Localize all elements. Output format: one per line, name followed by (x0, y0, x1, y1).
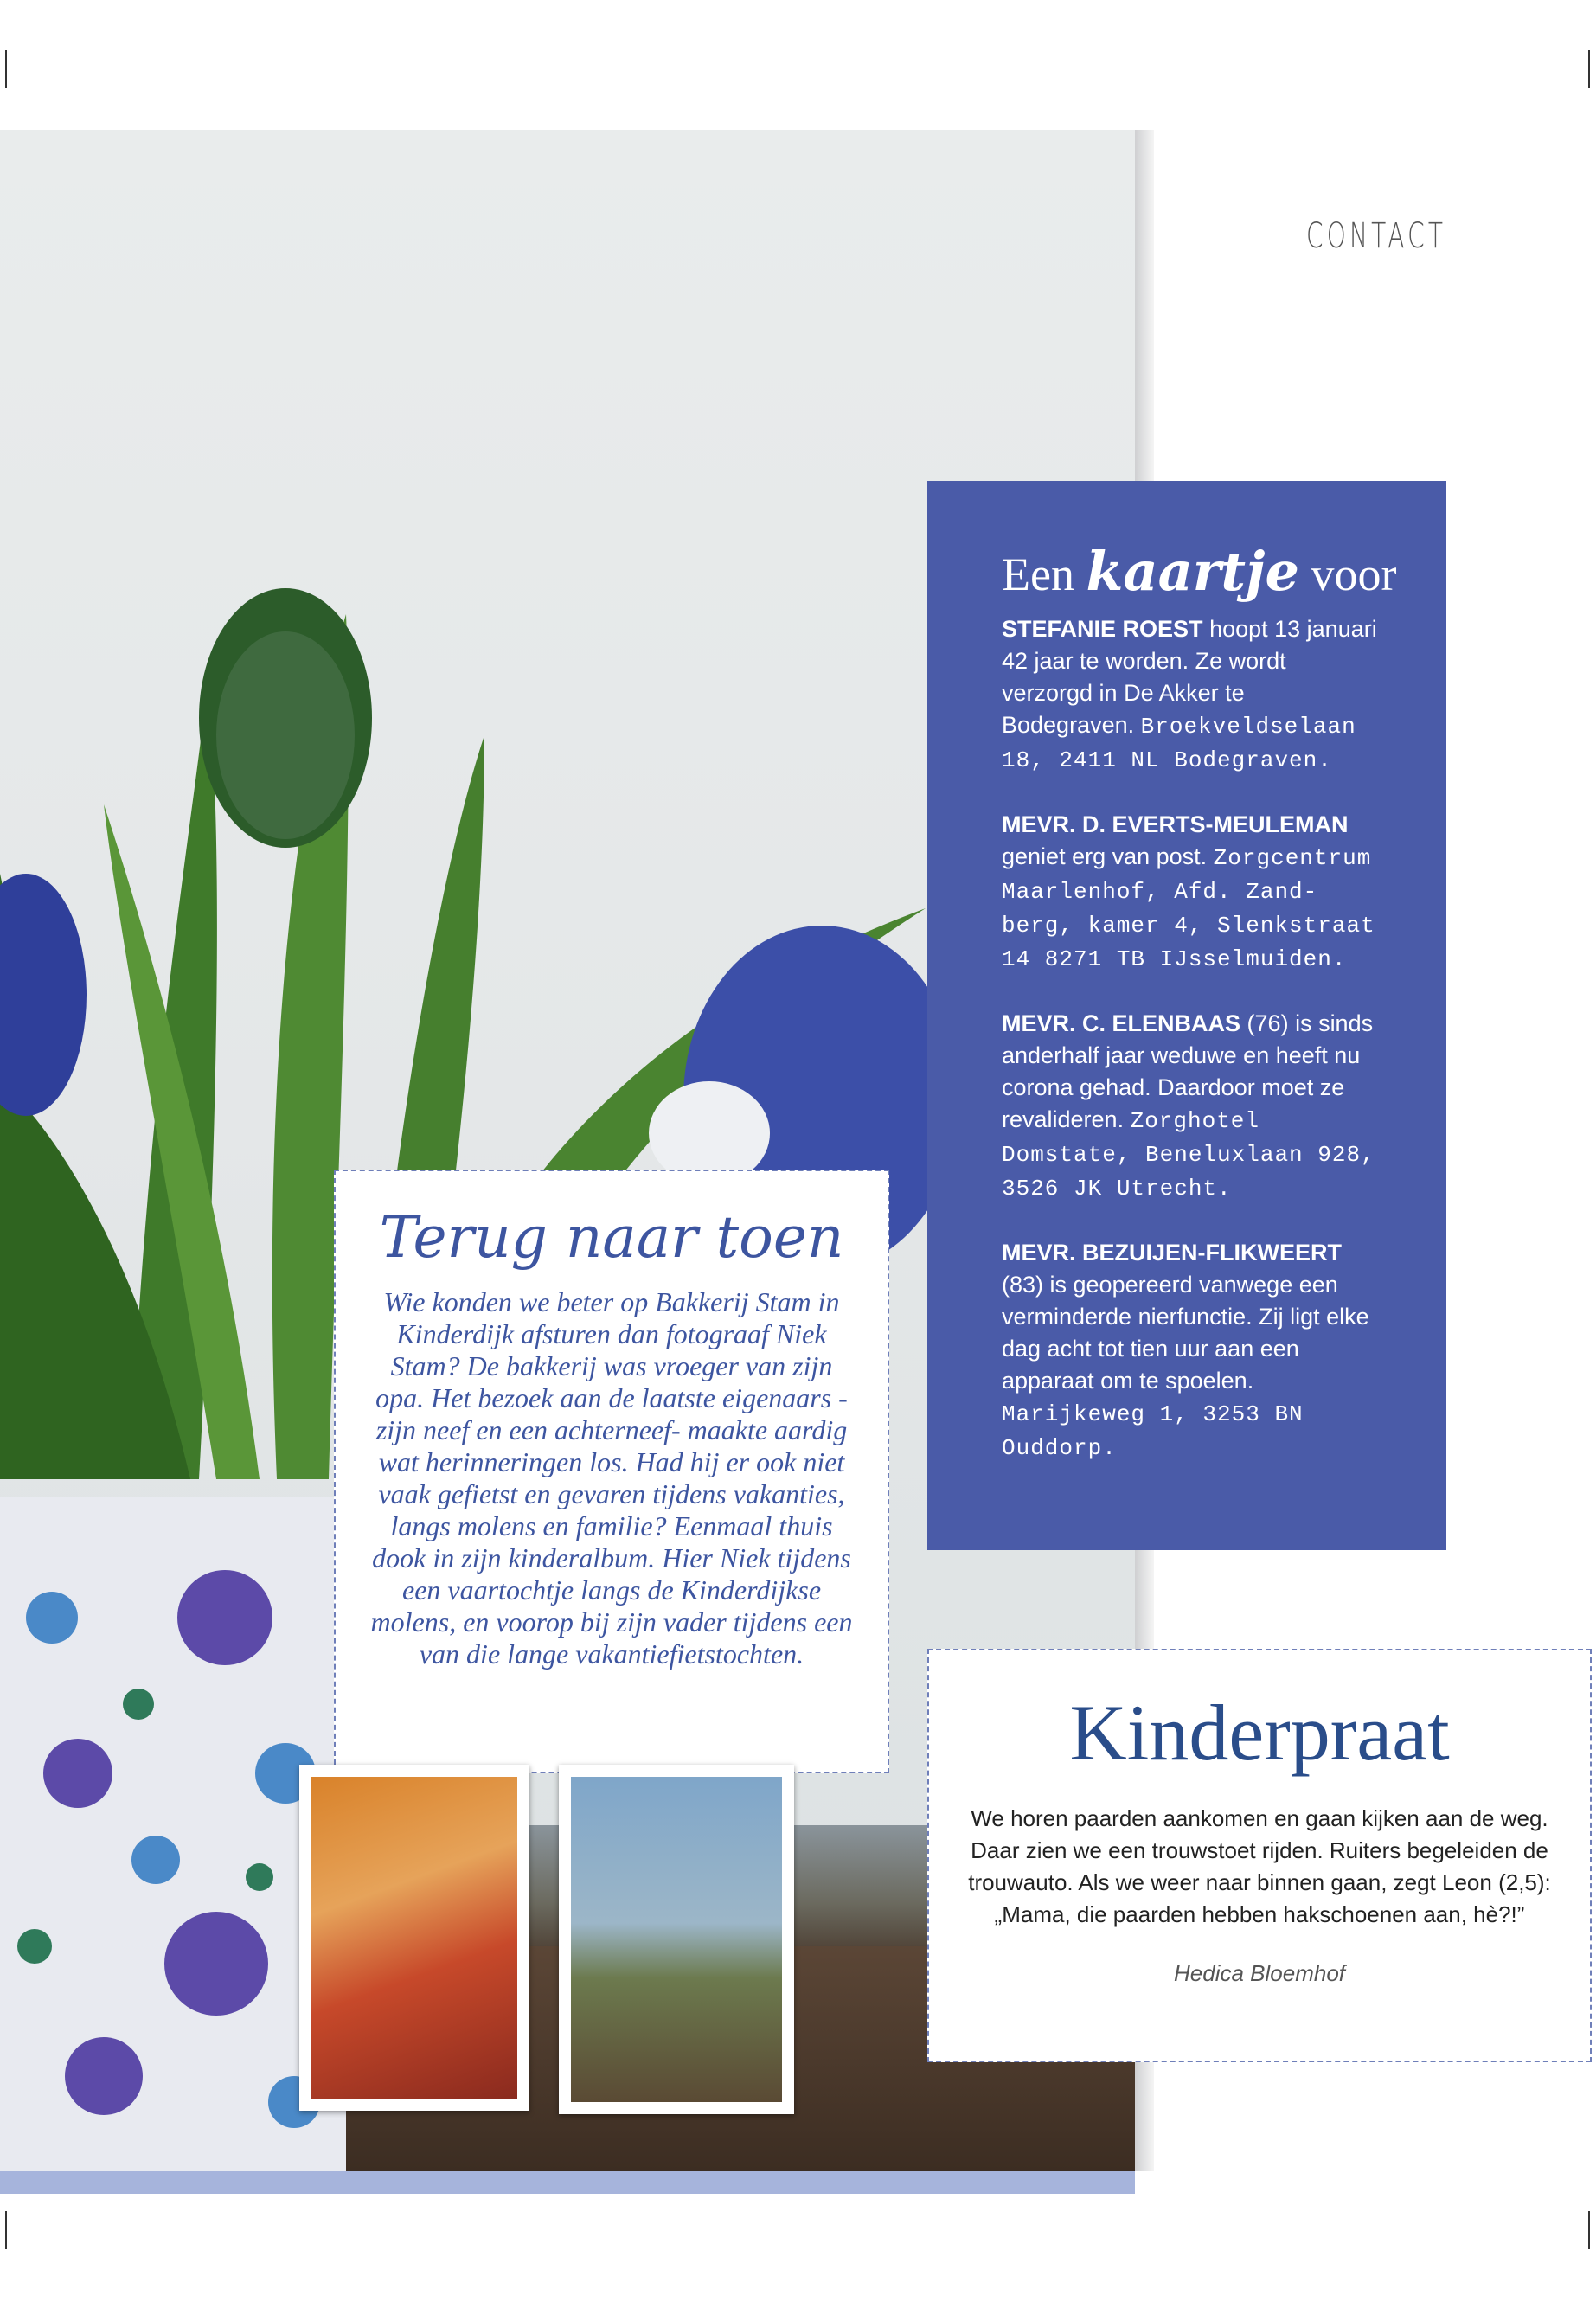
snapshot-photo-bicycle (559, 1765, 794, 2114)
kaartje-entry: STEFANIE ROEST hoopt 13 januari 42 jaar te worden. Ze wordt verzorgd in De Akker te Bodegraven. Broekveldselaan 18, 2411 NL Bodegraven. (1002, 616, 1377, 773)
snapshot-photo-boat (299, 1765, 529, 2111)
crop-mark (1588, 50, 1590, 88)
kinderpraat-body: We horen paarden aankomen en gaan kijken aan de weg. Daar zien we een trouwstoet rijden. Ruiters begeleiden de trouwauto. Als we weer naar binnen gaan, zegt Leon (2,5): „Mama, die paarden hebben hakschoenen aan, hè?!” (968, 1805, 1551, 1927)
color-strip (0, 2171, 1135, 2194)
terug-body: Wie konden we beter op Bakkerij Stam in Kinderdijk afsturen dan fotograaf Niek Stam? De bakkerij was vroeger van zijn opa. Het bezoek aan de laatste eigenaars -zijn neef en een achterneef- maakte aardig wat herinneringen los. Had hij er ook niet vaak gefietst en gevaren tijdens vakanties, langs molens en familie? Eenmaal thuis dook in zijn kinderalbum. Hier Niek tijdens een vaartochtje langs de Kinderdijkse molens, en voorop bij zijn vader tijdens een van die lange vakantiefietstochten. (370, 1286, 853, 1670)
kaartje-entry: MEVR. D. EVERTS-MEULEMAN geniet erg van post. Zorgcentrum Maarlenhof, Afd. Zand-berg, kamer 4, Slenkstraat 14 8271 TB IJsselmuiden. (1002, 811, 1375, 972)
kinderpraat-author: Hedica Bloemhof (1174, 1960, 1345, 1986)
kinderpraat-title: Kinderpraat (1069, 1689, 1450, 1777)
crop-mark (5, 2211, 7, 2249)
kaartje-box (927, 481, 1446, 1550)
crop-mark (5, 50, 7, 88)
kaartje-entry: MEVR. BEZUIJEN-FLIKWEERT (83) is geopereerd vanwege een verminderde nierfunctie. Zij ligt elke dag acht tot tien uur aan een apparaat om te spoelen. Marijkeweg 1, 3253 BN Ouddorp. (1002, 1240, 1369, 1461)
kinderpraat-card (927, 1649, 1592, 2062)
kaartje-entry: MEVR. C. ELENBAAS (76) is sinds anderhalf jaar weduwe en heeft nu corona gehad. Daardoor moet ze revalideren. Zorghotel Domstate, Beneluxlaan 928, 3526 JK Utrecht. (1002, 1010, 1375, 1202)
kaartje-title: Een kaartje voor (1002, 540, 1397, 603)
crop-mark (1588, 2211, 1590, 2249)
terug-title: Terug naar toen (379, 1204, 844, 1271)
section-label: CONTACT (1306, 216, 1447, 256)
terug-naar-toen-card (334, 1170, 889, 1773)
